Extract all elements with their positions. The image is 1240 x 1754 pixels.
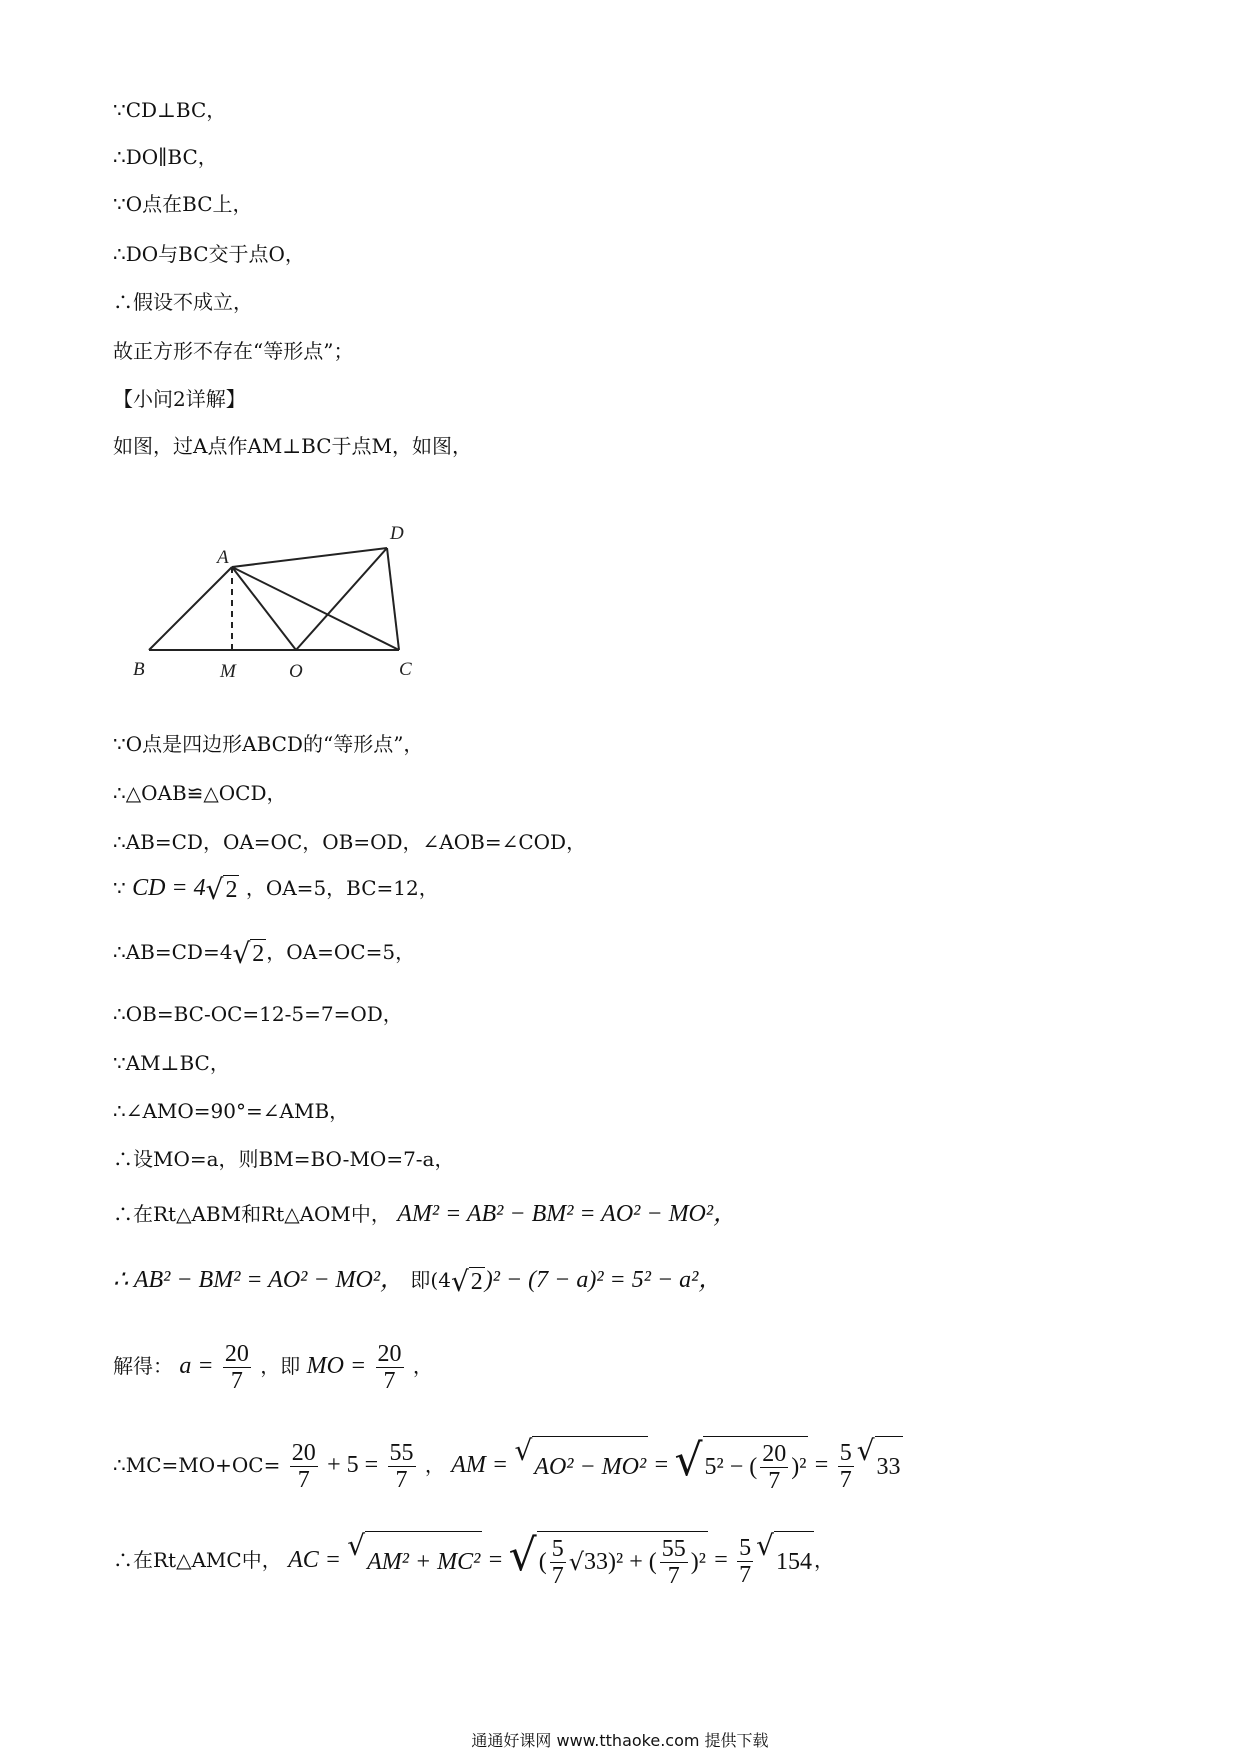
- fraction: [290, 1440, 318, 1493]
- sqrt: √ AO² − MO²: [514, 1436, 648, 1497]
- text: ，OA=OC=5，: [266, 940, 416, 964]
- denominator: 7: [395, 1467, 408, 1493]
- text: )²: [791, 1454, 807, 1480]
- label-D: D: [390, 523, 404, 544]
- formula: =: [814, 1452, 829, 1478]
- radicand: 33: [875, 1436, 903, 1497]
- text: 解得：: [113, 1354, 173, 1378]
- sqrt: √ AM² + MC²: [347, 1531, 482, 1592]
- text: 33)² + (: [584, 1549, 657, 1575]
- fraction: [376, 1341, 404, 1394]
- sqrt: √ 2: [205, 872, 238, 906]
- text: (: [538, 1549, 547, 1575]
- text-line: ∴设MO=a，则BM=BO-MO=7-a，: [113, 1147, 455, 1171]
- fraction: [388, 1440, 416, 1493]
- text: ∴在Rt△ABM和Rt△AOM中，: [113, 1202, 391, 1226]
- text-line: ∴假设不成立，: [113, 290, 253, 314]
- formula: )² − (7 − a)² = 5² − a²，: [484, 1267, 723, 1293]
- text: ，即: [260, 1354, 301, 1378]
- numerator: 5: [739, 1535, 752, 1561]
- numerator: 55: [661, 1535, 686, 1562]
- text-line: ∵AM⊥BC，: [113, 1051, 230, 1075]
- label-B: B: [133, 659, 145, 680]
- sqrt: √ 2: [450, 1264, 483, 1298]
- text: ，: [412, 1354, 433, 1378]
- formula: CD = 4: [132, 875, 206, 901]
- numerator: 20: [377, 1341, 402, 1367]
- formula-line: [113, 874, 439, 905]
- fraction: [838, 1440, 854, 1493]
- formula-line: [113, 938, 415, 969]
- radicand: ( $\frac{5}{7}$ √ 33)² + ( $\frac{55}{7}$ )²: [537, 1531, 708, 1592]
- footer: 通通好课网 www.tthaoke.com 提供下载: [471, 1731, 769, 1750]
- formula-line: [113, 1435, 903, 1497]
- formula: AC =: [288, 1547, 341, 1573]
- segment-DC: [387, 548, 399, 650]
- formula: =: [714, 1547, 728, 1573]
- numerator: 20: [291, 1440, 316, 1466]
- text-line: ∵CD⊥BC，: [113, 98, 227, 122]
- text: ∴在Rt△AMC中，: [113, 1548, 282, 1572]
- fraction: [550, 1536, 566, 1589]
- formula: AM² = AB² − BM² = AO² − MO²，: [397, 1201, 738, 1227]
- formula: =: [488, 1547, 503, 1573]
- text-line: ∴△OAB≌△OCD，: [113, 781, 287, 805]
- formula-line: [113, 1200, 737, 1228]
- text: 即(4: [410, 1268, 451, 1292]
- text: ，: [424, 1453, 445, 1477]
- label-O: O: [289, 661, 303, 680]
- denominator: 7: [383, 1368, 396, 1394]
- formula: ∴ AB² − BM² = AO² − MO²，: [113, 1267, 405, 1293]
- radicand: 2: [250, 939, 266, 969]
- sqrt: √ ( $\frac{5}{7}$ √ 33)² + ( $\frac{55}{7}$ )²: [509, 1531, 708, 1592]
- formula: + 5 =: [327, 1452, 379, 1478]
- segment-OD: [296, 548, 387, 650]
- label-A: A: [217, 547, 229, 568]
- numerator: 20: [224, 1341, 249, 1367]
- sqrt: √ 33: [857, 1436, 903, 1497]
- denominator: 7: [551, 1562, 564, 1589]
- sqrt: √ 154: [756, 1531, 814, 1592]
- text: ∵: [113, 876, 126, 900]
- sqrt: √ 5² − ( $\frac{20}{7}$ )²: [674, 1436, 808, 1497]
- segment-AO: [232, 567, 296, 650]
- denominator: 7: [297, 1467, 310, 1493]
- text-line: ∴DO与BC交于点O，: [113, 242, 305, 266]
- denominator: 7: [667, 1562, 680, 1589]
- text: ，OA=5，BC=12，: [245, 876, 439, 900]
- formula: MO =: [306, 1353, 367, 1379]
- numerator: 20: [762, 1440, 787, 1467]
- text: ∴MC=MO+OC=: [113, 1453, 281, 1477]
- text-line: ∴DO∥BC，: [113, 145, 218, 169]
- sqrt: √ 2: [232, 936, 265, 970]
- segment-AB: [149, 567, 232, 650]
- numerator: 5: [839, 1440, 852, 1466]
- formula-line: [113, 1336, 433, 1396]
- text-line: 如图，过A点作AM⊥BC于点M，如图，: [113, 434, 473, 458]
- formula-line: [113, 1530, 834, 1592]
- formula: AM =: [451, 1452, 509, 1478]
- numerator: 5: [551, 1535, 564, 1562]
- label-M: M: [220, 661, 236, 680]
- text: )²: [690, 1549, 706, 1575]
- denominator: 7: [230, 1368, 243, 1394]
- text-line: 故正方形不存在“等形点”；: [113, 339, 354, 363]
- text-line: ∵O点是四边形ABCD的“等形点”，: [113, 732, 424, 756]
- geometry-figure: [125, 505, 445, 680]
- label-C: C: [399, 659, 412, 680]
- text: 5² − (: [704, 1454, 758, 1480]
- numerator: 55: [389, 1440, 414, 1466]
- denominator: 7: [768, 1467, 781, 1494]
- formula-line: [113, 1266, 722, 1297]
- text-line: ∴OB=BC-OC=12-5=7=OD，: [113, 1002, 403, 1026]
- radicand: 2: [223, 875, 239, 905]
- text-line: ∴AB=CD，OA=OC，OB=OD，∠AOB=∠COD，: [113, 830, 587, 854]
- radicand: AM² + MC²: [365, 1531, 482, 1592]
- text-line: ∵O点在BC上，: [113, 192, 253, 216]
- formula: =: [654, 1452, 669, 1478]
- radicand: AO² − MO²: [532, 1436, 648, 1497]
- fraction: [737, 1535, 753, 1588]
- denominator: 7: [839, 1467, 852, 1493]
- segment-AC: [232, 567, 399, 650]
- fraction: [760, 1441, 788, 1494]
- radicand: 154: [774, 1531, 814, 1592]
- fraction: [660, 1536, 688, 1589]
- formula: a =: [179, 1353, 214, 1379]
- radicand: [703, 1436, 809, 1497]
- text: ∴AB=CD=4: [113, 940, 233, 964]
- section-heading: 【小问2详解】: [113, 387, 246, 411]
- text-line: ∴∠AMO=90°=∠AMB，: [113, 1099, 350, 1123]
- segment-AD: [232, 548, 387, 567]
- radicand: 2: [469, 1267, 485, 1297]
- fraction: [223, 1341, 251, 1394]
- denominator: 7: [739, 1562, 752, 1588]
- text: ，: [814, 1548, 835, 1572]
